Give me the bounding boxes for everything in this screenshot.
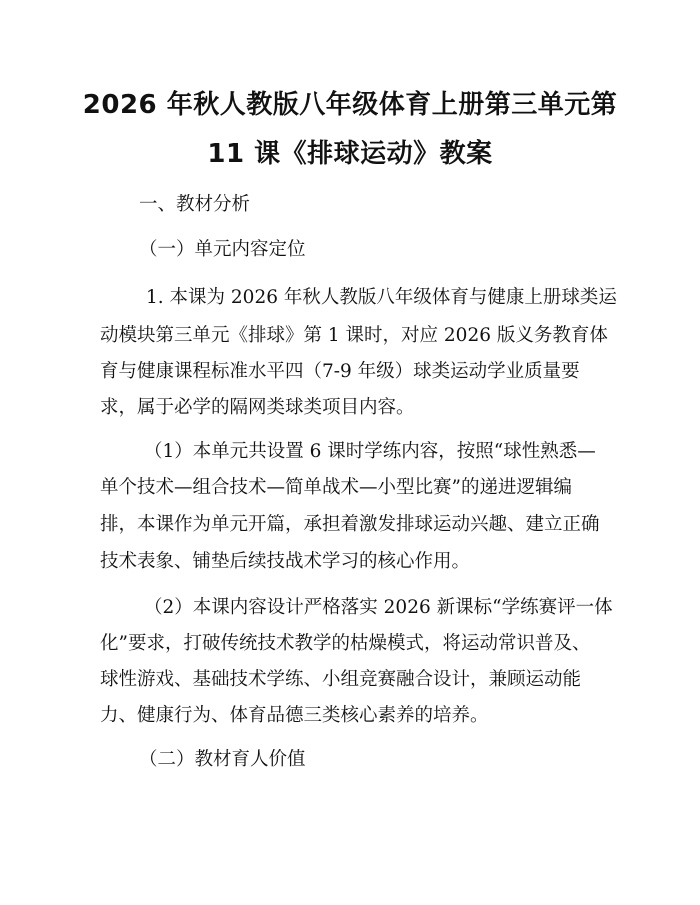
paragraph-3-line-1: （2）本课内容设计严格落实 2026 新课标“学练赛评一体: [144, 597, 613, 618]
paragraph-3-line-3: 球性游戏、基础技术学练、小组竞赛融合设计，兼顾运动能: [100, 669, 582, 690]
document-title-line-1: 2026 年秋人教版八年级体育上册第三单元第: [82, 90, 618, 120]
paragraph-1-line-4: 求，属于必学的隔网类球类项目内容。: [100, 397, 415, 418]
paragraph-3-line-4: 力、健康行为、体育品德三类核心素养的培养。: [100, 705, 489, 726]
subsection-heading-educational-value: （二）教材育人价值: [139, 749, 306, 770]
paragraph-2-line-3: 排，本课作为单元开篇，承担着激发排球运动兴趣、建立正确: [100, 514, 600, 535]
subsection-heading-unit-positioning: （一）单元内容定位: [139, 239, 306, 260]
document-title-line-2: 11 课《排球运动》教案: [207, 139, 493, 169]
paragraph-1-line-1: 1. 本课为 2026 年秋人教版八年级体育与健康上册球类运: [146, 287, 617, 308]
paragraph-2-line-4: 技术表象、铺垫后续技战术学习的核心作用。: [100, 551, 471, 572]
section-heading-materials-analysis: 一、教材分析: [139, 194, 251, 215]
paragraph-2-line-2: 单个技术—组合技术—简单战术—小型比赛”的递进逻辑编: [100, 477, 572, 498]
paragraph-2-line-1: （1）本单元共设置 6 课时学练内容，按照“球性熟悉—: [144, 441, 596, 462]
paragraph-1-line-3: 育与健康课程标准水平四（7-9 年级）球类运动学业质量要: [100, 361, 580, 382]
paragraph-3-line-2: 化”要求，打破传统技术教学的枯燥模式，将运动常识普及、: [100, 633, 591, 654]
paragraph-1-line-2: 动模块第三单元《排球》第 1 课时，对应 2026 版义务教育体: [100, 325, 608, 346]
